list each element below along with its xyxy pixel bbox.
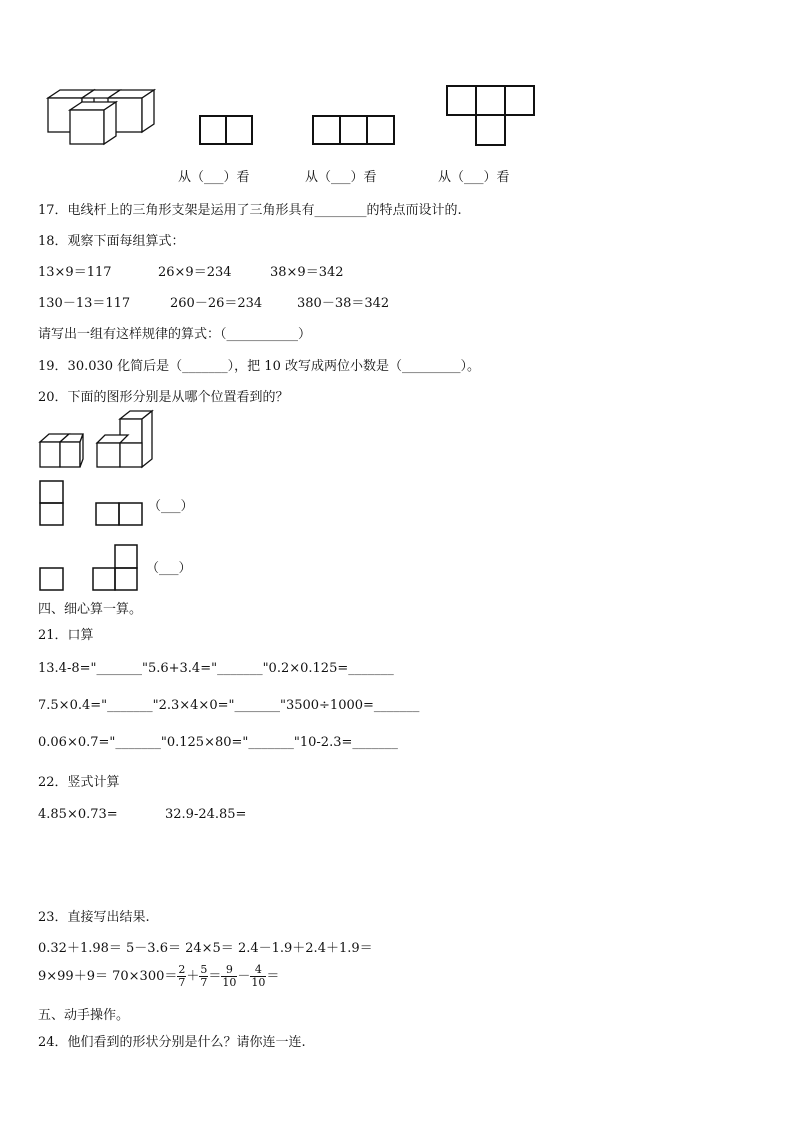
equals-op: ＝ — [208, 969, 222, 984]
question-22-title: 22．竖式计算 — [38, 775, 120, 790]
q18-eq-2: 26×9＝234 — [158, 265, 232, 280]
question-21-title: 21．口算 — [38, 628, 94, 643]
question-20-title: 20．下面的图形分别是从哪个位置看到的？ — [38, 390, 289, 405]
q20-vertical-two-square — [39, 480, 65, 527]
section-4-heading: 四、细心算一算。 — [38, 602, 143, 617]
t-shape-view — [446, 85, 536, 147]
q20-cube-figure-2 — [96, 410, 154, 468]
fraction: $\frac{9}{10}$ — [222, 963, 237, 989]
q18-prompt: 请写出一组有这样规律的算式：（___________） — [38, 327, 312, 342]
cube-group-3d-figure — [44, 88, 159, 146]
question-17: 17．电线杆上的三角形支架是运用了三角形具有________的特点而设计的. — [38, 203, 462, 218]
q21-row-2: 7.5×0.4="_______"2.3×4×0="_______"3500÷1000=_______ — [38, 698, 420, 713]
fraction: $\frac{5}{7}$ — [200, 963, 208, 989]
fraction: $\frac{2}{7}$ — [178, 963, 186, 989]
q20-cube-figure-1 — [39, 427, 85, 469]
plus-op: ＋ — [186, 969, 200, 984]
equals-op: ＝ — [266, 969, 280, 984]
three-square-view — [312, 115, 396, 145]
q18-eq-3: 38×9＝342 — [270, 265, 344, 280]
q20-single-square — [39, 567, 65, 592]
q20-blank-1[interactable]: （___） — [148, 499, 194, 514]
question-19: 19．30.030 化简后是（_______），把 10 改写成两位小数是（_________）。 — [38, 359, 480, 374]
q18-eq-6: 380－38＝342 — [297, 296, 390, 311]
q18-eq-1: 13×9＝117 — [38, 265, 112, 280]
q20-horizontal-two-square — [95, 502, 145, 527]
minus-op: － — [237, 969, 251, 984]
question-24: 24．他们看到的形状分别是什么？请你连一连. — [38, 1035, 306, 1050]
question-23-title: 23．直接写出结果. — [38, 910, 150, 925]
fraction: $\frac{4}{10}$ — [251, 963, 266, 989]
q18-eq-4: 130－13＝117 — [38, 296, 131, 311]
q18-eq-5: 260－26＝234 — [170, 296, 263, 311]
q20-blank-2[interactable]: （___） — [146, 561, 192, 576]
q20-l-shape — [92, 544, 140, 592]
q22-item-2: 32.9-24.85= — [165, 807, 247, 822]
q21-row-1: 13.4-8="_______"5.6+3.4="_______"0.2×0.125=_______ — [38, 661, 394, 676]
q23-row-2-prefix: 9×99＋9＝ 70×300＝ — [38, 969, 178, 984]
question-18-title: 18．观察下面每组算式： — [38, 234, 185, 249]
view-label-1: 从（___）看 — [178, 170, 250, 185]
view-label-3: 从（___）看 — [438, 170, 510, 185]
q22-item-1: 4.85×0.73= — [38, 807, 118, 822]
q23-row-1: 0.32＋1.98＝ 5－3.6＝ 24×5＝ 2.4－1.9＋2.4＋1.9＝ — [38, 941, 373, 956]
view-label-2: 从（___）看 — [305, 170, 377, 185]
section-5-heading: 五、动手操作。 — [38, 1008, 130, 1023]
two-square-view — [199, 115, 255, 145]
q21-row-3: 0.06×0.7="_______"0.125×80="_______"10-2.3=_______ — [38, 735, 398, 750]
q23-row-2 — [38, 964, 279, 989]
